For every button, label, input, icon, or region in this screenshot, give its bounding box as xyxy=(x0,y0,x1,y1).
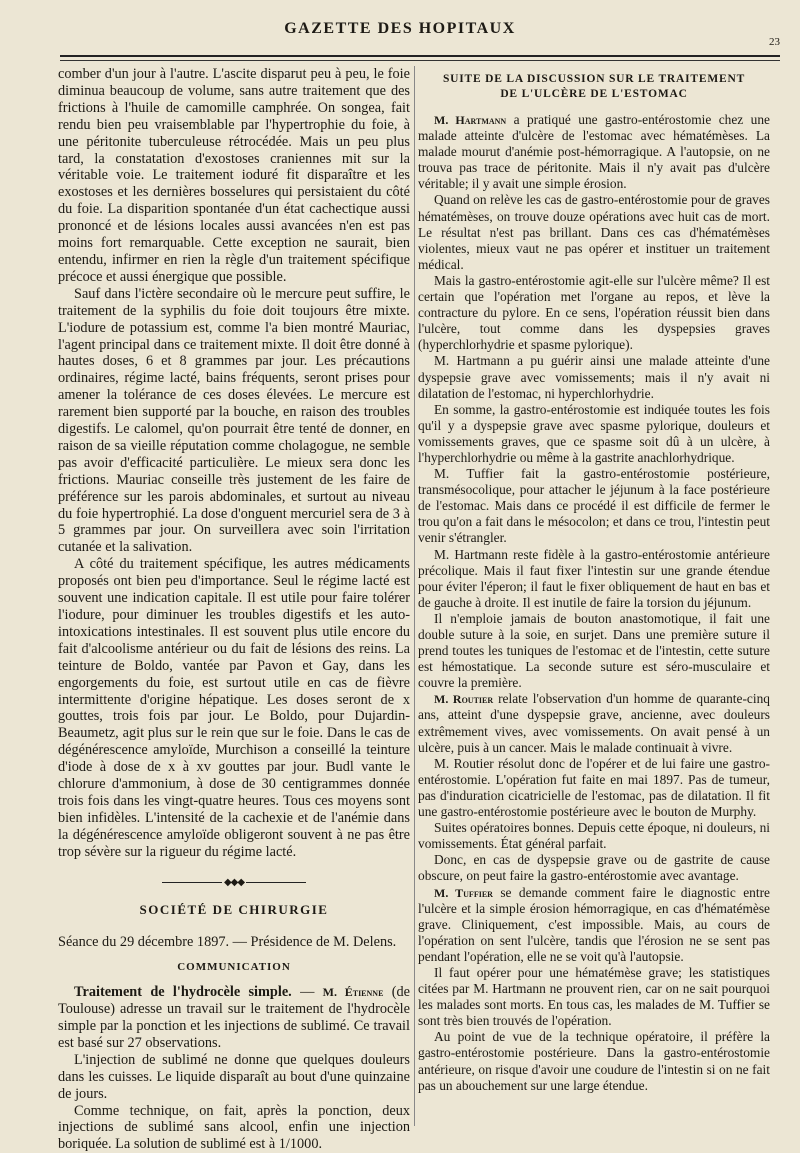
paragraph: Il faut opérer pour une hématémèse grave; les statistiques citées par M. Hartmann ne prouvent rien, car on ne sait pourquoi les malades sont morts. En tous cas, les malades de M. Tuffier se sont très bien trouvés de l'opération. xyxy=(418,964,770,1029)
paragraph: Quand on relève les cas de gastro-entérostomie pour de graves hématémèses, on trouve douze opérations avec huit cas de mort. Le résultat n'est pas brillant. Dans ces cas d'hématémèses violentes, mieux vaut ne pas opérer et instituer un traitement médical. xyxy=(418,192,770,272)
communication-heading: COMMUNICATION xyxy=(177,961,291,974)
society-title: SOCIÉTÉ DE CHIRURGIE xyxy=(139,901,329,917)
paragraph xyxy=(418,691,770,755)
session-line: Séance du 29 décembre 1897. — Présidence de M. Delens. xyxy=(58,934,397,951)
paragraph-text: se demande comment faire le diagnostic entre l'ulcère et la simple érosion hémorragique, en cas d'hématémèse grave. Cliniquement, c'est impossible. Mais, au cours de l'opération on sent l'ulcère, tandis que l'érosion ne se sent pas pendant l'opération, elle ne se voit qu'à l'autopsie. xyxy=(418,884,770,964)
author-name: M. Tuffier xyxy=(434,885,493,900)
paragraph-text: relate l'observation d'un homme de quarante-cinq ans, atteint d'une dyspepsie grave, ancienne, avec douleurs extrêmement vives, avec vomissements. On avait pensé à un ulcère, puis à un cancer. Mais le malade continuait à vivre. xyxy=(418,691,770,755)
paragraph: En somme, la gastro-entérostomie est indiquée toutes les fois qu'il y a dyspepsie grave avec spasme pylorique, douleurs et vomissements graves, que ce spasme soit dû à un ulcère, à l'hyperchlorhydrie ou même à la gastrite anachlorhydrique. xyxy=(418,401,770,465)
author-name: M. Routier xyxy=(434,692,494,707)
left-column xyxy=(58,66,410,1153)
ornament-line-left xyxy=(162,882,222,883)
paragraph: Au point de vue de la technique opératoire, il préfère la gastro-entérostomie postérieure. Dans la gastro-entérostomie antérieure, on risque d'avoir une coudure de l'intestin si on ne fait pas un abouchement sur une large étendue. xyxy=(418,1029,770,1093)
header-rule-thin xyxy=(60,60,780,61)
paragraph-text: (de Toulouse) adresse un travail sur le traitement de l'hydrocèle simple par la ponction et les injections de sublimé. Ce travail est basé sur 27 observations. xyxy=(58,984,410,1051)
paragraph: A côté du traitement spécifique, les autres médicaments proposés ont bien peu d'importance. Seul le régime lacté est souvent une indication capitale. Il est utile pour faire tolérer l'iodure, pour diminuer les troubles digestifs et les auto-intoxications intestinales. Il est souvent plus utile encore du fait d'alcoolisme antérieur ou du fait de lésions des reins. La teinture de Boldo, vantée par Pavon et Gay, dans les engorgements du foie, est surtout utile en cas de fièvre intermittente d'origine hépatique. Les doses seront de x gouttes, trois fois par jour. Le Boldo, pour Dujardin-Beaumetz, agit plus sur le rein que sur le foie. Dans le cas de dégénérescence amyloïde, Murchison a conseillé la teinture d'iode à dose de x à xv gouttes par jour. Budl vante le chlorure d'ammonium, à dose de 30 centigrammes donnée trois fois dans les vingt-quatre heures. Tous ces moyens sont bien infidèles. L'intensité de la cachexie et de l'anémie dans la dégénérescence amyloïde obligeront souvent à ne pas être trop sévère sur la rigueur du régime lacté. xyxy=(58,556,410,860)
header-rule-thick xyxy=(60,55,780,57)
paragraph: M. Hartmann reste fidèle à la gastro-entérostomie antérieure précolique. Mais il faut fixer l'intestin sur une grande étendue pour éviter l'éperon; il faut le fixer obliquement de haut en bas et de gauche à droite. Il est inutile de faire la torsion du jéjunum. xyxy=(418,546,770,610)
paragraph: Il n'emploie jamais de bouton anastomotique, il fait une double suture à la soie, en surjet. Dans une première suture il prend toutes les tuniques de l'estomac et de l'intestin, cette suture est hémostatique. La seconde suture est séro-musculaire et couvre la première. xyxy=(418,610,770,691)
section-ornament xyxy=(58,875,410,892)
paragraph xyxy=(418,885,770,965)
paragraph: M. Tuffier fait la gastro-entérostomie postérieure, transmésocolique, pour attacher le jéjunum à la face postérieure de l'estomac. Mais dans ce procédé il est difficile de fermer le trou qu'on a fait dans le mésocolon; et dans ce trou, l'intestin peut venir s'étrangler. xyxy=(418,466,770,546)
article-title: Traitement de l'hydrocèle simple. xyxy=(74,984,292,1001)
heading-line: DE L'ULCÈRE DE L'ESTOMAC xyxy=(500,88,688,100)
paragraph: Donc, en cas de dyspepsie grave ou de gastrite de cause obscure, on peut faire la gastro-entérostomie avec avantage. xyxy=(418,852,770,884)
ornament-line-right xyxy=(246,882,306,883)
right-column xyxy=(418,66,770,1094)
paragraph: Traitement de l'hydrocèle simple. — M. Étienne (de Toulouse) adresse un travail sur le traitement de l'hydrocèle simple par la ponction et les injections de sublimé. Ce travail est basé sur 27 observations. xyxy=(58,984,410,1051)
paragraph: comber d'un jour à l'autre. L'ascite disparut peu à peu, le foie diminua beaucoup de volume, sans autre traitement que des frictions à l'huile de camomille camphrée. On songea, fait rendu bien peu vraisemblable par l'hypertrophie du foie, à une péritonite tuberculeuse rétrocédée. Mais un peu plus tard, la constatation d'exostoses craniennes mit sur la véritable voie. Le traitement ioduré fit disparaître et les exostoses et les dernières bosselures qui persistaient du côté du foie. La disparition spontanée d'un état cachectique aussi prononcé et de lésions locales aussi avancées n'en est pas moins fort remarquable. Cette exception ne saurait, bien entendu, infirmer en rien la règle d'un traitement spécifique précoce et aussi énergique que possible. xyxy=(58,66,410,285)
author-name: M. Étienne xyxy=(322,985,384,1000)
ornament-glyphs: ◆◆◆ xyxy=(223,876,245,888)
paragraph: Comme technique, on fait, après la ponction, deux injections de sublimé sans alcool, enfin une injection boriquée. La solution de sublimé est à 1/1000. xyxy=(58,1102,410,1153)
paragraph: M. Hartmann a pu guérir ainsi une malade atteinte d'une dyspepsie grave avec vomissements; mais il n'y avait ni dilatation de l'estomac, ni hyperchlorhydrie. xyxy=(418,353,770,401)
paragraph-text: a pratiqué une gastro-entérostomie chez une malade atteinte d'ulcère de l'estomac avec hématémèses. La malade mourut d'anémie post-hémorragique. A l'autopsie, on ne trouva pas trace de péritonite. Mais il n'y avait pas d'ulcère véritable; il y avait une simple érosion. xyxy=(418,112,770,192)
heading-line: SUITE DE LA DISCUSSION SUR LE TRAITEMENT xyxy=(442,73,746,85)
paragraph xyxy=(418,112,770,192)
paragraph: M. Routier résolut donc de l'opérer et de lui faire une gastro-entérostomie. L'opération fut faite en mai 1897. Pas de tumeur, pas d'induration cicatricielle de l'estomac, pas de dilatation. Il fit une gastro-entérostomie postérieure avec le bouton de Murphy. xyxy=(418,755,770,820)
paragraph: Sauf dans l'ictère secondaire où le mercure peut suffire, le traitement de la syphilis du foie doit toujours être mixte. L'iodure de potassium est, comme l'a bien montré Mauriac, l'agent principal dans ce traitement mixte. Il doit être donné à hautes doses, 6 et 8 grammes par jour. Les précautions ordinaires, régime lacté, bains fréquents, seront prises pour amener la tolérance de ces doses élevées. Le mercure est rarement bien supporté par la bouche, en raison des troubles digestifs. Le calomel, qu'on pourrait être tenté de donner, en raison de sa vieille réputation comme cholagogue, ne semble pas avoir d'efficacité particulière. Le mieux sera donc les frictions. Mauriac conseille très justement de les faire de préférence sur les parois abdominales, et surtout au niveau du foie hypertrophié. La dose d'onguent mercuriel sera de 3 à 5 grammes par jour. On surveillera avec soin l'irritation cutanée et la salivation. xyxy=(58,285,410,556)
paragraph: Suites opératoires bonnes. Depuis cette époque, ni douleurs, ni vomissements. État général parfait. xyxy=(418,820,770,852)
author-name: M. Hartmann xyxy=(434,113,507,127)
paragraph: L'injection de sublimé ne donne que quelques douleurs dans les cuisses. Le liquide disparaît au bout d'une quinzaine de jours. xyxy=(58,1051,410,1102)
column-divider xyxy=(414,66,415,1126)
page-number: 23 xyxy=(769,36,780,48)
discussion-heading xyxy=(418,72,770,102)
running-header: GAZETTE DES HOPITAUX xyxy=(284,20,516,37)
paragraph: Mais la gastro-entérostomie agit-elle sur l'ulcère même? Il est certain que l'opération met l'organe au repos, et lève la contracture du pylore. En ce sens, l'opération réussit bien dans l'ulcère, tout comme dans les dyspepsies graves (hyperchlorhydrie et spasme pylorique). xyxy=(418,272,770,353)
